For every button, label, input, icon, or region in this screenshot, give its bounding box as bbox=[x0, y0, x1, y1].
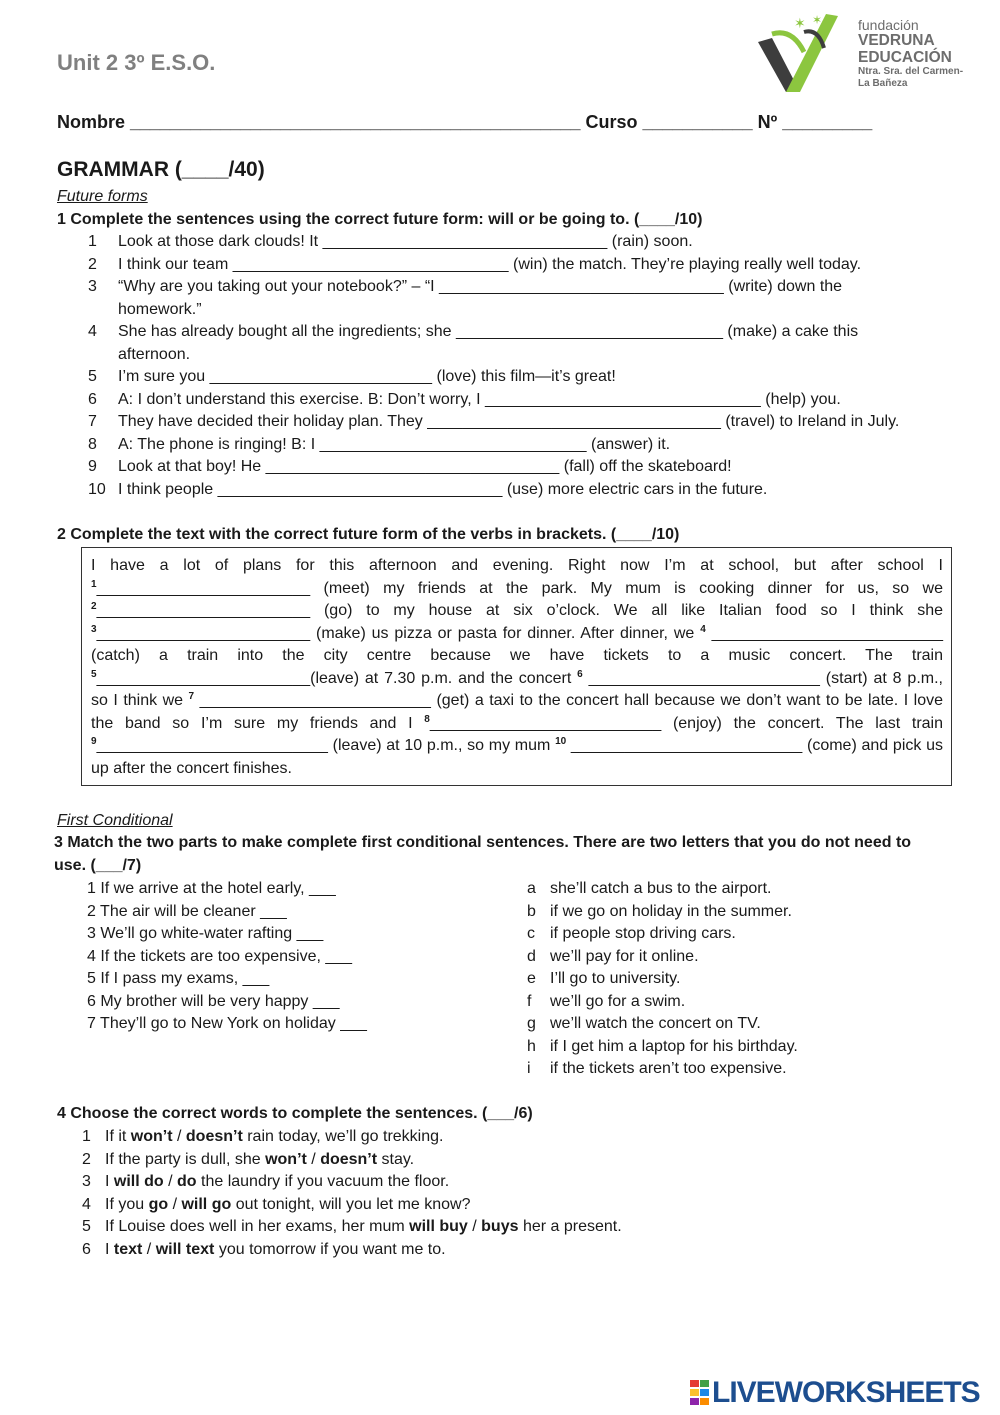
ex4-option[interactable]: text bbox=[113, 1240, 143, 1258]
ex3-right-letter: c bbox=[527, 925, 535, 942]
logo-line3: EDUCACIÓN bbox=[858, 49, 952, 66]
ex1-item-text: I think our team _______________________________ (win) the match. They’re playing really well today. bbox=[118, 255, 862, 273]
ex2-instruction: 2 Complete the text with the correct future form of the verbs in brackets. (____/10) bbox=[57, 526, 680, 543]
ex4-item-text bbox=[105, 1149, 952, 1172]
ex1-item-number: 5 bbox=[88, 368, 97, 385]
ex4-item-number: 6 bbox=[82, 1240, 91, 1258]
ex4-text-part: I bbox=[105, 1240, 114, 1258]
ex4-text-part: / bbox=[467, 1218, 482, 1235]
ex4-option[interactable]: won’t bbox=[130, 1128, 173, 1145]
student-info-line[interactable]: Nombre _____________________________________________ Curso ___________ Nº _________ bbox=[57, 112, 873, 132]
ex4-option[interactable]: won’t bbox=[265, 1150, 307, 1168]
ex3-right-text: she’ll catch a bus to the airport. bbox=[550, 880, 772, 897]
ex2-paragraph[interactable]: I have a lot of plans for this afternoon and evening. Right now I’m at school, but after school I $^1$________________________ (meet) my friends at the park. My mum is cooking dinner for us, so we $^2$________________________ (go) to my house at six o’clock. We all like Italian food so I think she $^3$________________________ (make) us pizza or pasta for dinner. After dinner, we $^4$ __________________________ (catch) a train into the city centre because we have tickets to a music concert. The train $^5$________________________(leave) at 7.30 p.m. and the concert $^6$ __________________________ (start) at 8 p.m., so I think we $^7$ __________________________ (get) a taxi to the concert hall because we don’t want to be late. I love the band so I’m sure my friends and I $^8$__________________________ (enjoy) the concert. The last train $^9$__________________________ (leave) at 10 p.m., so my mum $^{10}$ __________________________ (come) and pick us up after the concert finishes. bbox=[91, 557, 944, 777]
liveworksheets-brand bbox=[690, 1376, 990, 1410]
ex1-list bbox=[88, 231, 958, 501]
ex3-right-letter: f bbox=[527, 992, 532, 1010]
unit-title: Unit 2 3º E.S.O. bbox=[57, 50, 216, 75]
ex4-item-text bbox=[105, 1194, 952, 1217]
svg-text:✶: ✶ bbox=[794, 16, 806, 32]
ex4-item[interactable] bbox=[82, 1126, 952, 1149]
ex1-item[interactable] bbox=[88, 276, 958, 321]
ex3-right-letter: a bbox=[527, 880, 536, 897]
ex1-item[interactable] bbox=[88, 456, 958, 479]
ex4-item-text bbox=[105, 1171, 952, 1194]
ex3-right-text: I’ll go to university. bbox=[550, 970, 681, 987]
ex3-right-text: if people stop driving cars. bbox=[550, 925, 736, 942]
ex3-right-item bbox=[527, 1036, 927, 1059]
future-forms-subtitle: Future forms bbox=[57, 188, 148, 205]
ex3-right-letter: i bbox=[527, 1060, 531, 1077]
ex4-text-part: If you bbox=[105, 1195, 149, 1213]
ex1-item-number: 6 bbox=[88, 390, 97, 408]
ex4-text-part: / bbox=[306, 1150, 321, 1168]
ex1-item[interactable] bbox=[88, 411, 958, 434]
ex1-item[interactable] bbox=[88, 366, 958, 389]
ex4-item-text bbox=[105, 1216, 952, 1239]
ex4-text-part: If the party is dull, she bbox=[105, 1150, 266, 1168]
ex4-item[interactable] bbox=[82, 1239, 952, 1262]
ex4-item-text bbox=[105, 1126, 952, 1149]
logo-line1: fundación bbox=[858, 17, 919, 33]
ex1-item-text: They have decided their holiday plan. They _________________________________ (travel) to Ireland in July. bbox=[118, 413, 900, 430]
ex4-option[interactable]: doesn’t bbox=[185, 1128, 243, 1145]
ex1-item-number: 2 bbox=[88, 255, 97, 273]
ex3-right-item bbox=[527, 878, 927, 901]
ex4-option[interactable]: go bbox=[148, 1195, 169, 1213]
ex4-text-part: out tonight, will you let me know? bbox=[231, 1195, 471, 1213]
ex4-option[interactable]: will buy bbox=[409, 1218, 468, 1235]
ex4-option[interactable]: doesn’t bbox=[320, 1150, 378, 1168]
logo-line4: Ntra. Sra. del Carmen- bbox=[858, 66, 964, 77]
logo-line2: VEDRUNA bbox=[858, 32, 935, 49]
ex1-item-number: 1 bbox=[88, 233, 97, 250]
ex3-right-item bbox=[527, 1058, 927, 1081]
liveworksheets-logo-icon bbox=[690, 1380, 710, 1406]
ex3-right-text: if I get him a laptop for his birthday. bbox=[550, 1037, 798, 1055]
ex4-item[interactable] bbox=[82, 1149, 952, 1172]
ex3-right-letter: e bbox=[527, 970, 536, 987]
ex3-left-item[interactable]: 1 If we arrive at the hotel early, ___ bbox=[87, 880, 336, 897]
vedruna-logo-icon bbox=[752, 8, 852, 98]
ex3-instruction-line2: use. (___/7) bbox=[54, 857, 142, 874]
ex3-right-text: if the tickets aren’t too expensive. bbox=[550, 1060, 787, 1077]
ex3-right-item bbox=[527, 946, 927, 969]
ex4-text-part: If Louise does well in her exams, her mum bbox=[105, 1218, 410, 1235]
logo-line5: La Bañeza bbox=[858, 78, 908, 89]
ex3-right-text: we’ll go for a swim. bbox=[550, 992, 686, 1010]
ex4-text-part: / bbox=[142, 1240, 156, 1258]
ex4-text-part: the laundry if you vacuum the floor. bbox=[196, 1173, 450, 1190]
ex3-right-item bbox=[527, 901, 927, 924]
ex4-text-part: / bbox=[163, 1173, 178, 1190]
ex4-option[interactable]: will text bbox=[155, 1240, 215, 1258]
ex4-item-number: 1 bbox=[82, 1128, 91, 1145]
ex4-text-part: stay. bbox=[377, 1150, 415, 1168]
ex4-text-part: you tomorrow if you want me to. bbox=[214, 1240, 446, 1258]
svg-text:✶: ✶ bbox=[812, 13, 823, 27]
ex2-text-box bbox=[81, 547, 952, 786]
ex1-item[interactable] bbox=[88, 479, 958, 502]
ex3-right-item bbox=[527, 923, 927, 946]
ex1-item[interactable] bbox=[88, 389, 958, 412]
ex4-option[interactable]: buys bbox=[481, 1218, 519, 1235]
ex3-left-item[interactable]: 3 We’ll go white-water rafting ___ bbox=[87, 925, 324, 942]
logo-text bbox=[858, 18, 963, 90]
ex1-instruction: 1 Complete the sentences using the correct future form: will or be going to. (____/10) bbox=[57, 211, 703, 228]
ex4-item-text bbox=[105, 1239, 952, 1262]
ex4-item[interactable] bbox=[82, 1216, 952, 1239]
ex3-left-column bbox=[87, 878, 487, 1036]
ex1-item-text: “Why are you taking out your notebook?” – “I ________________________________ (write) down the bbox=[118, 278, 843, 295]
ex1-item-text-cont: homework.” bbox=[118, 300, 202, 318]
first-conditional-subtitle: First Conditional bbox=[57, 812, 173, 829]
ex3-left-item[interactable]: 6 My brother will be very happy ___ bbox=[87, 992, 340, 1010]
ex1-item-text: A: The phone is ringing! B: I ______________________________ (answer) it. bbox=[118, 435, 671, 453]
ex4-item-number: 4 bbox=[82, 1195, 91, 1213]
ex3-instruction-line1: 3 Match the two parts to make complete first conditional sentences. There are two letters that you do not need to bbox=[54, 834, 912, 851]
ex1-item-text: I’m sure you _________________________ (love) this film—it’s great! bbox=[118, 368, 616, 385]
ex3-right-letter: g bbox=[527, 1015, 536, 1032]
ex4-item-number: 5 bbox=[82, 1218, 91, 1235]
ex3-right-item bbox=[527, 968, 927, 991]
ex1-item-number: 10 bbox=[88, 480, 106, 498]
ex1-item[interactable] bbox=[88, 434, 958, 457]
ex3-left-item[interactable]: 4 If the tickets are too expensive, ___ bbox=[87, 947, 353, 965]
ex1-item-text: A: I don’t understand this exercise. B: Don’t worry, I _______________________________ (help) you. bbox=[118, 390, 841, 408]
ex4-text-part: her a present. bbox=[518, 1218, 622, 1235]
ex4-instruction: 4 Choose the correct words to complete the sentences. (___/6) bbox=[57, 1105, 533, 1122]
ex1-item-number: 3 bbox=[88, 278, 97, 295]
ex1-item-text: Look at those dark clouds! It ________________________________ (rain) soon. bbox=[118, 233, 693, 250]
ex3-right-text: we’ll pay for it online. bbox=[550, 947, 699, 965]
ex1-item[interactable] bbox=[88, 254, 958, 277]
ex1-item-number: 4 bbox=[88, 323, 97, 340]
ex4-option[interactable]: will do bbox=[113, 1173, 164, 1190]
ex4-list bbox=[82, 1126, 952, 1261]
ex1-item-text: Look at that boy! He _________________________________ (fall) off the skateboard! bbox=[118, 458, 732, 475]
ex1-item-text: I think people ________________________________ (use) more electric cars in the future. bbox=[118, 480, 768, 498]
ex1-item[interactable] bbox=[88, 321, 958, 366]
ex4-text-part: / bbox=[172, 1128, 186, 1145]
ex4-item-number: 3 bbox=[82, 1173, 91, 1190]
liveworksheets-text: LIVEWORKSHEETS bbox=[712, 1376, 980, 1409]
ex1-item-text: She has already bought all the ingredients; she ______________________________ (make) a cake this bbox=[118, 323, 859, 340]
ex3-right-text: we’ll watch the concert on TV. bbox=[550, 1015, 761, 1032]
ex4-text-part: If it bbox=[105, 1128, 131, 1145]
ex3-right-letter: d bbox=[527, 947, 536, 965]
ex4-text-part: I bbox=[105, 1173, 114, 1190]
ex4-text-part: rain today, we’ll go trekking. bbox=[242, 1128, 444, 1145]
ex4-item-number: 2 bbox=[82, 1150, 91, 1168]
ex3-left-item[interactable]: 7 They’ll go to New York on holiday ___ bbox=[87, 1015, 367, 1032]
ex1-item-number: 9 bbox=[88, 458, 97, 475]
grammar-title: GRAMMAR (____/40) bbox=[57, 158, 265, 181]
ex1-item[interactable] bbox=[88, 231, 958, 254]
ex1-item-text-cont: afternoon. bbox=[118, 345, 191, 363]
ex3-right-letter: b bbox=[527, 902, 536, 920]
ex4-option[interactable]: will go bbox=[181, 1195, 232, 1213]
ex3-left-item[interactable]: 5 If I pass my exams, ___ bbox=[87, 970, 270, 987]
ex1-item-number: 8 bbox=[88, 435, 97, 453]
ex4-item[interactable] bbox=[82, 1194, 952, 1217]
ex3-right-item bbox=[527, 1013, 927, 1036]
ex4-option[interactable]: do bbox=[177, 1173, 197, 1190]
ex3-left-item[interactable]: 2 The air will be cleaner ___ bbox=[87, 902, 287, 920]
ex3-right-item bbox=[527, 991, 927, 1014]
ex1-item-number: 7 bbox=[88, 413, 97, 430]
ex4-text-part: / bbox=[168, 1195, 182, 1213]
ex3-right-column bbox=[527, 878, 927, 1081]
ex3-right-letter: h bbox=[527, 1037, 536, 1055]
ex4-item[interactable] bbox=[82, 1171, 952, 1194]
ex3-right-text: if we go on holiday in the summer. bbox=[550, 902, 792, 920]
